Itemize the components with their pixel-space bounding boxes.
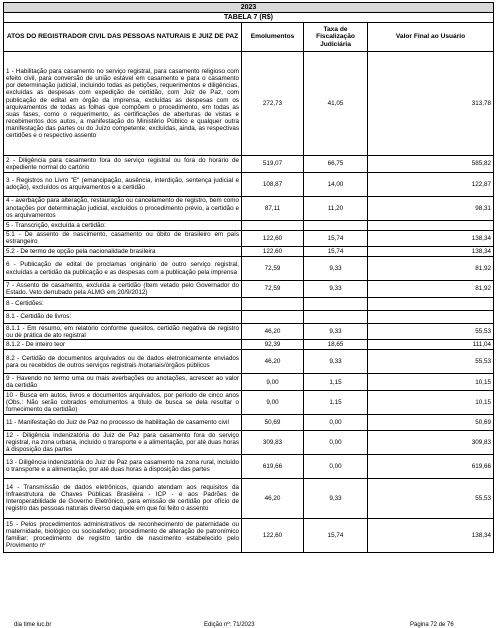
fee-table (3, 2, 494, 553)
row-valor-final (368, 311, 494, 324)
row-valor-final: 55,53 (368, 324, 494, 340)
table-row (4, 230, 494, 246)
row-emolumentos: 46,20 (242, 324, 304, 340)
footer-page-number: Página 72 de 76 (410, 622, 454, 628)
row-taxa: 9,33 (304, 257, 368, 281)
row-taxa: 9,33 (304, 478, 368, 518)
row-taxa: 11,20 (304, 196, 368, 220)
row-emolumentos: 122,60 (242, 230, 304, 246)
row-valor-final: 585,82 (368, 156, 494, 172)
table-row (4, 281, 494, 298)
table-row (4, 52, 494, 156)
row-emolumentos: 122,60 (242, 247, 304, 257)
row-valor-final: 309,83 (368, 430, 494, 454)
row-emolumentos (242, 220, 304, 230)
row-emolumentos: 72,59 (242, 281, 304, 298)
footer-edition: Edição nº: 71/2023 (204, 622, 255, 628)
row-valor-final: 81,92 (368, 281, 494, 298)
row-description: 8.1 - Certidão de livros: (4, 311, 242, 324)
row-emolumentos: 309,83 (242, 430, 304, 454)
row-emolumentos: 519,07 (242, 156, 304, 172)
row-emolumentos: 108,87 (242, 172, 304, 196)
page-footer (14, 620, 484, 628)
row-valor-final: 111,04 (368, 340, 494, 350)
row-emolumentos: 46,20 (242, 478, 304, 518)
table-row (4, 518, 494, 552)
row-emolumentos: 50,69 (242, 414, 304, 430)
row-description: 11 - Manifestação do Juiz de Paz no processo de habilitação de casamento civil (4, 414, 242, 430)
table-row (4, 374, 494, 390)
row-taxa (304, 311, 368, 324)
table-row (4, 454, 494, 478)
fee-table-sheet (3, 2, 493, 553)
row-taxa: 9,33 (304, 281, 368, 298)
table-row (4, 350, 494, 374)
row-taxa: 9,33 (304, 350, 368, 374)
row-taxa: 66,75 (304, 156, 368, 172)
row-valor-final: 138,34 (368, 518, 494, 552)
row-emolumentos: 72,59 (242, 257, 304, 281)
row-taxa: 18,65 (304, 340, 368, 350)
row-description: 7 - Assento de casamento, excluída a certidão (Item vetado pelo Governador do Estado. Veto derrubado pela ALMG em 20/9/2012) (4, 281, 242, 298)
table-row (4, 430, 494, 454)
row-emolumentos (242, 311, 304, 324)
row-emolumentos: 92,39 (242, 340, 304, 350)
column-header-acts: ATOS DO REGISTRADOR CIVIL DAS PESSOAS NATURAIS E JUIZ DE PAZ (4, 23, 242, 52)
row-valor-final: 122,87 (368, 172, 494, 196)
row-description: 13 - Diligência indenizatória do Juiz de Paz para casamento na zona rural, incluído o transporte e a alimentação, por até duas horas à disposição das partes (4, 454, 242, 478)
row-description: 2 - Diligência para casamento fora do serviço registral ou fora do horário de expediente normal do cartório (4, 156, 242, 172)
row-description: 15 - Pelos procedimentos administrativos de reconhecimento de paternidade ou maternidade, biológico ou socioafetivo; procedimento de alteração de patronímico familiar; procedimento de registro tardio de nascimento estabelecido pelo Provimento nº (4, 518, 242, 552)
row-taxa: 1,15 (304, 374, 368, 390)
row-description: 12 - Diligência indenizatória do Juiz de Paz para casamento fora do serviço registral, na zona urbana, incluído o transporte e a alimentação, por até duas horas à disposição das partes (4, 430, 242, 454)
row-taxa: 14,00 (304, 172, 368, 196)
row-valor-final: 81,92 (368, 257, 494, 281)
table-row (4, 324, 494, 340)
row-description: 5.2 - De termo de opção pela nacionalidade brasileira (4, 247, 242, 257)
row-taxa: 15,74 (304, 518, 368, 552)
table-row (4, 478, 494, 518)
row-valor-final: 619,66 (368, 454, 494, 478)
row-description: 8.2 - Certidão de documentos arquivados ou de dados eletronicamente enviados para ou recebidos de outros serviços registrais /notariais/órgãos públicos (4, 350, 242, 374)
row-description: 8.1.1 - Em resumo, em relatório conforme quesitos, certidão negativa de registro ou de prática de ato registral (4, 324, 242, 340)
row-valor-final: 55,53 (368, 350, 494, 374)
table-row (4, 247, 494, 257)
table-row (4, 196, 494, 220)
row-description: 1 - Habilitação para casamento no serviço registral, para casamento religioso com efeito civil, para conversão de união estável em casamento e para o casamento por determinação judicial, incluindo todas as petições, requerimentos e diligências, excluídas as despesas com expedição de certidão, com Juiz de Paz, com publicação de edital em órgão da imprensa, excluídas as despesas com os arquivamentos de todas as folhas que compõem o procedimento, em todas as suas fases, como o requerimento, as certificações de aberturas de vistas e recebimentos dos autos, a manifestação do Ministério Público e qualquer outra manifestação das partes ou do Juízo competente; excluídas, ainda, as respectivas certidões e o respectivo assento (4, 52, 242, 156)
table-title: TABELA 7 (R$) (4, 13, 494, 23)
row-description: 10 - Busca em autos, livros e documentos arquivados, por período de cinco anos (Obs.: Não serão cobrados emolumentos a título de busca se dela resultar o fornecimento da certidão) (4, 390, 242, 414)
row-valor-final: 10,15 (368, 374, 494, 390)
row-emolumentos: 9,00 (242, 374, 304, 390)
row-taxa: 0,00 (304, 430, 368, 454)
row-valor-final: 10,15 (368, 390, 494, 414)
row-description: 6 - Publicação de edital de proclamas originário de outro serviço registral, excluídas a certidão da publicação e as despesas com a publicação pela imprensa (4, 257, 242, 281)
row-taxa (304, 298, 368, 311)
row-emolumentos: 619,66 (242, 454, 304, 478)
row-emolumentos: 9,00 (242, 390, 304, 414)
row-taxa: 9,33 (304, 324, 368, 340)
column-header-emolumentos: Emolumentos (242, 23, 304, 52)
row-emolumentos: 87,11 (242, 196, 304, 220)
row-taxa: 15,74 (304, 230, 368, 246)
row-valor-final: 55,53 (368, 478, 494, 518)
row-description: 3 - Registros no Livro "E" (emancipação, ausência, interdição, sentença judicial e adoção), excluídos os arquivamentos e a certidão (4, 172, 242, 196)
table-row (4, 156, 494, 172)
row-emolumentos: 46,20 (242, 350, 304, 374)
row-description: 9 - Havendo no termo uma ou mais averbações ou anotações, acrescer ao valor da certidão (4, 374, 242, 390)
footer-left: dia time iuc.br (14, 622, 52, 628)
row-description: 4 - averbação para alteração, restauração ou cancelamento de registro, bem como anotações por determinação judicial, excluídos o procedimento prévio, a certidão e os arquivamentos (4, 196, 242, 220)
row-emolumentos: 272,73 (242, 52, 304, 156)
row-valor-final: 138,34 (368, 247, 494, 257)
row-valor-final (368, 298, 494, 311)
row-description: 5 - Transcrição, excluída a certidão: (4, 220, 242, 230)
column-header-taxa: Taxa de Fiscalização Judiciária (304, 23, 368, 52)
row-description: 14 - Transmissão de dados eletrônicos, quando atendam aos requisitos da Infraestrutura de Chaves Públicas Brasileira - ICP - e aos Padrões de Interoperabilidade de Governo Eletrônico, para emissão de certidão por ofício de registro das pessoas naturais diverso daquele em que foi feito o assento (4, 478, 242, 518)
row-taxa: 0,00 (304, 414, 368, 430)
row-taxa: 15,74 (304, 247, 368, 257)
row-valor-final: 98,31 (368, 196, 494, 220)
row-valor-final: 313,78 (368, 52, 494, 156)
table-row (4, 340, 494, 350)
section-row (4, 220, 494, 230)
row-taxa: 41,05 (304, 52, 368, 156)
row-taxa: 0,00 (304, 454, 368, 478)
table-row (4, 390, 494, 414)
row-emolumentos: 122,60 (242, 518, 304, 552)
row-taxa (304, 220, 368, 230)
column-header-final: Valor Final ao Usuário (368, 23, 494, 52)
year-header: 2023 (4, 3, 494, 13)
row-valor-final (368, 220, 494, 230)
table-row (4, 172, 494, 196)
row-taxa: 1,15 (304, 390, 368, 414)
row-description: 8.1.2 - De inteiro teor (4, 340, 242, 350)
row-emolumentos (242, 298, 304, 311)
row-valor-final: 138,34 (368, 230, 494, 246)
table-row (4, 414, 494, 430)
row-valor-final: 50,69 (368, 414, 494, 430)
section-row (4, 311, 494, 324)
fee-table-body (4, 52, 494, 553)
row-description: 8 - Certidões: (4, 298, 242, 311)
section-row (4, 298, 494, 311)
row-description: 5.1 - De assento de nascimento, casamento ou óbito de brasileiro em país estrangeiro (4, 230, 242, 246)
table-row (4, 257, 494, 281)
